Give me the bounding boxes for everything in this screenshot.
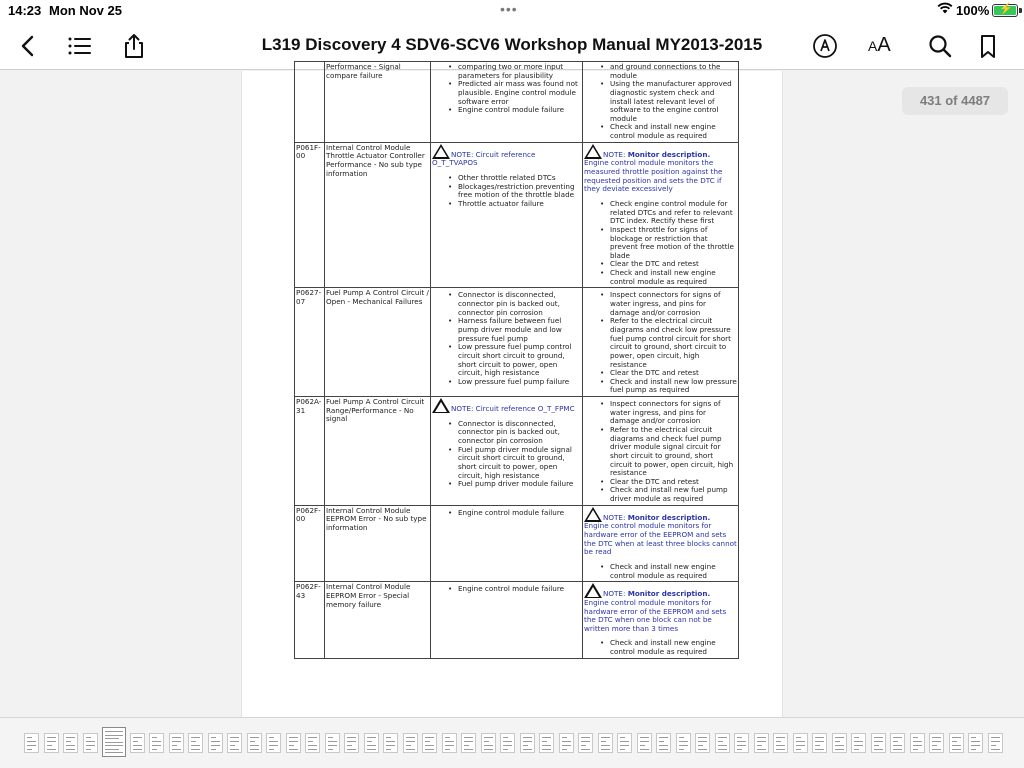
page-thumbnail[interactable] — [598, 733, 613, 753]
list-item: • Blockages/restriction preventing free motion of the throttle blade — [448, 183, 581, 200]
page-thumbnail[interactable] — [169, 733, 184, 753]
page-thumbnail[interactable] — [539, 733, 554, 753]
page-thumbnail[interactable] — [227, 733, 242, 753]
page-thumbnail[interactable] — [461, 733, 476, 753]
note-text: NOTE: Circuit reference O_T_FPMC — [451, 404, 575, 414]
list-item: • Connector is disconnected, connector pin is backed out, connector pin corrosion — [448, 291, 581, 317]
text-size-button[interactable] — [868, 34, 891, 57]
markup-pen-icon[interactable] — [811, 32, 839, 60]
page-thumbnail[interactable] — [656, 733, 671, 753]
page-thumbnail[interactable] — [266, 733, 281, 753]
text-size-small-label: A — [868, 38, 878, 54]
warning-triangle-icon — [432, 398, 450, 413]
page-thumbnail[interactable] — [325, 733, 340, 753]
note-label: NOTE: — [603, 149, 628, 159]
list-item: • Engine control module failure — [448, 509, 581, 518]
list-item: • Fuel pump driver module failure — [448, 480, 581, 489]
multitasking-dots[interactable]: ••• — [500, 1, 518, 17]
document-page[interactable] — [241, 62, 783, 717]
list-item: • Check engine control module for related DTCs and refer to relevant DTC index. Rectify these first — [600, 200, 737, 226]
page-thumbnail[interactable] — [578, 733, 593, 753]
page-thumbnail[interactable] — [676, 733, 691, 753]
list-item: • Fuel pump driver module signal circuit short circuit to ground, short circuit to power, open circuit, high resistance — [448, 446, 581, 481]
dtc-description-cell: Performance - Signal compare failure — [325, 62, 431, 143]
page-thumbnail[interactable] — [305, 733, 320, 753]
page-thumbnail[interactable] — [83, 733, 98, 753]
dtc-description-cell: Internal Control Module Throttle Actuator Controller Performance - No sub type information — [325, 142, 431, 288]
dtc-description-cell: Internal Control Module EEPROM Error - No sub type information — [325, 505, 431, 581]
page-thumbnail[interactable] — [24, 733, 39, 753]
page-thumbnail[interactable] — [832, 733, 847, 753]
charging-bolt-icon: ⚡ — [999, 3, 1013, 15]
page-thumbnail[interactable] — [851, 733, 866, 753]
dtc-code-cell — [295, 62, 325, 143]
dtc-code-cell: P062F-43 — [295, 582, 325, 658]
page-counter: 431 of 4487 — [902, 87, 1008, 115]
page-thumbnail[interactable] — [637, 733, 652, 753]
dtc-causes-cell — [431, 142, 583, 288]
monitor-description-note — [584, 144, 737, 194]
warning-triangle-icon — [432, 144, 450, 159]
list-item: • Engine control module failure — [448, 585, 581, 594]
page-thumbnail[interactable] — [715, 733, 730, 753]
page-thumbnail[interactable] — [695, 733, 710, 753]
list-item: • Refer to the electrical circuit diagrams and check fuel pump driver module signal circuit for short circuit to ground, short circuit to power, open circuit, high resistance — [600, 426, 737, 478]
dtc-description-cell: Fuel Pump A Control Circuit / Open - Mechanical Failures — [325, 288, 431, 397]
dtc-description-cell: Fuel Pump A Control Circuit Range/Performance - No signal — [325, 397, 431, 506]
page-thumbnail[interactable] — [188, 733, 203, 753]
dtc-causes-cell — [431, 62, 583, 143]
current-page-thumbnail[interactable] — [102, 727, 126, 757]
dtc-code-cell: P062A-31 — [295, 397, 325, 506]
list-item: • Clear the DTC and retest — [600, 478, 737, 487]
battery-nub — [1019, 8, 1022, 13]
page-thumbnail[interactable] — [871, 733, 886, 753]
list-item: • Throttle actuator failure — [448, 200, 581, 209]
note-text: NOTE: Circuit reference O_T_TVAPOS — [432, 149, 536, 168]
dtc-code-cell: P0627-07 — [295, 288, 325, 397]
page-thumbnail[interactable] — [130, 733, 145, 753]
page-thumbnail[interactable] — [286, 733, 301, 753]
list-item: • Inspect connectors for signs of water ingress, and pins for damage and/or corrosion — [600, 400, 737, 426]
monitor-description-note — [584, 507, 737, 557]
page-thumbnail[interactable] — [754, 733, 769, 753]
table-row — [295, 505, 739, 581]
page-thumbnail[interactable] — [734, 733, 749, 753]
warning-triangle-icon — [584, 507, 602, 522]
table-row — [295, 582, 739, 658]
page-thumbnail[interactable] — [442, 733, 457, 753]
page-thumbnail[interactable] — [890, 733, 905, 753]
list-item: • Clear the DTC and retest — [600, 369, 737, 378]
page-thumbnail[interactable] — [149, 733, 164, 753]
page-thumbnail[interactable] — [247, 733, 262, 753]
circuit-reference-note — [432, 398, 581, 414]
dtc-table — [294, 61, 739, 659]
dtc-causes-cell — [431, 582, 583, 658]
page-thumbnail[interactable] — [949, 733, 964, 753]
note-label: NOTE: — [603, 512, 628, 522]
list-item: • Check and install new engine control module as required — [600, 269, 737, 286]
bookmark-icon[interactable] — [974, 32, 1002, 60]
dtc-causes-cell — [431, 397, 583, 506]
note-title: Monitor description. — [627, 512, 711, 522]
circuit-reference-note — [432, 144, 581, 168]
table-row — [295, 142, 739, 288]
page-thumbnail[interactable] — [617, 733, 632, 753]
dtc-actions-cell — [583, 142, 739, 288]
table-row — [295, 288, 739, 397]
list-item: • Predicted air mass was found not plausible. Engine control module software error — [448, 80, 581, 106]
list-icon[interactable] — [66, 32, 94, 60]
note-text: Engine control module monitors for hardware error of the EEPROM and sets the DTC when at least three blocks cannot be read — [584, 521, 737, 557]
list-item: • comparing two or more input parameters for plausibility — [448, 63, 581, 80]
page-thumbnail[interactable] — [793, 733, 808, 753]
note-title: Monitor description. — [627, 589, 711, 599]
dtc-actions-cell — [583, 288, 739, 397]
list-item: • Clear the DTC and retest — [600, 260, 737, 269]
dtc-causes-cell — [431, 288, 583, 397]
page-thumbnail[interactable] — [44, 733, 59, 753]
list-item: • Using the manufacturer approved diagnostic system check and install latest relevant level of software to the engine control module — [600, 80, 737, 123]
dtc-actions-cell — [583, 582, 739, 658]
page-thumbnail[interactable] — [344, 733, 359, 753]
page-thumbnail[interactable] — [403, 733, 418, 753]
list-item: • Inspect throttle for signs of blockage or restriction that prevent free motion of the throttle blade — [600, 226, 737, 261]
page-thumbnail[interactable] — [500, 733, 515, 753]
list-item: • Check and install new engine control module as required — [600, 123, 737, 140]
dtc-actions-cell — [583, 397, 739, 506]
page-thumbnail[interactable] — [773, 733, 788, 753]
page-thumbnail[interactable] — [988, 733, 1003, 753]
page-thumbnail[interactable] — [481, 733, 496, 753]
list-item: • Check and install new engine control module as required — [600, 563, 737, 580]
list-item: • and ground connections to the module — [600, 63, 737, 80]
list-item: • Refer to the electrical circuit diagrams and check low pressure fuel pump control circuit for short circuit to ground, short circuit to power, open circuit, high resistance — [600, 317, 737, 369]
dtc-code-cell: P061F-00 — [295, 142, 325, 288]
page-thumbnail[interactable] — [929, 733, 944, 753]
page-thumbnail[interactable] — [383, 733, 398, 753]
page-thumbnail[interactable] — [208, 733, 223, 753]
search-icon[interactable] — [926, 32, 954, 60]
note-text: Engine control module monitors for hardware error of the EEPROM and sets the DTC when one block can not be written more than 3 times — [584, 597, 727, 633]
battery-percent: 100% — [956, 3, 990, 18]
dtc-causes-cell — [431, 505, 583, 581]
list-item: • Engine control module failure — [448, 106, 581, 115]
table-row — [295, 62, 739, 143]
page-thumbnail[interactable] — [559, 733, 574, 753]
list-item: • Check and install new engine control module as required — [600, 639, 737, 656]
wifi-icon — [937, 2, 953, 17]
page-thumbnail[interactable] — [910, 733, 925, 753]
page-thumbnail-strip[interactable] — [0, 717, 1024, 768]
note-label: NOTE: — [603, 589, 628, 599]
list-item: • Inspect connectors for signs of water ingress, and pins for damage and/or corrosion — [600, 291, 737, 317]
warning-triangle-icon — [584, 583, 602, 598]
page-thumbnail[interactable] — [422, 733, 437, 753]
page-thumbnail[interactable] — [63, 733, 78, 753]
list-item: • Harness failure between fuel pump driver module and low pressure fuel pump — [448, 317, 581, 343]
status-bar — [0, 0, 1024, 22]
list-item: • Low pressure fuel pump failure — [448, 378, 581, 387]
dtc-code-cell: P062F-00 — [295, 505, 325, 581]
list-item: • Connector is disconnected, connector pin is backed out, connector pin corrosion — [448, 420, 581, 446]
list-item: • Check and install new fuel pump driver module as required — [600, 486, 737, 503]
dtc-description-cell: Internal Control Module EEPROM Error - Special memory failure — [325, 582, 431, 658]
dtc-actions-cell — [583, 62, 739, 143]
page-thumbnail[interactable] — [968, 733, 983, 753]
page-thumbnail[interactable] — [520, 733, 535, 753]
status-time: 14:23 — [8, 3, 42, 18]
list-item: • Low pressure fuel pump control circuit short circuit to ground, short circuit to power, open circuit, high resistance — [448, 343, 581, 378]
list-item: • Other throttle related DTCs — [448, 174, 581, 183]
battery-icon — [992, 4, 1018, 17]
back-chevron-icon[interactable] — [14, 32, 42, 60]
document-title: L319 Discovery 4 SDV6-SCV6 Workshop Manual MY2013-2015 — [261, 35, 763, 54]
page-thumbnail[interactable] — [812, 733, 827, 753]
table-row — [295, 397, 739, 506]
warning-triangle-icon — [584, 144, 602, 159]
dtc-actions-cell — [583, 505, 739, 581]
list-item: • Check and install new low pressure fuel pump as required — [600, 378, 737, 395]
dtc-table-container — [294, 61, 738, 659]
monitor-description-note — [584, 583, 737, 633]
page-thumbnail[interactable] — [364, 733, 379, 753]
text-size-large-label: A — [877, 34, 891, 56]
note-text: Engine control module monitors the measured throttle position against the requested position and sets the DTC if they deviate excessively — [584, 158, 723, 194]
note-title: Monitor description. — [627, 149, 711, 159]
share-icon[interactable] — [120, 32, 148, 60]
status-date: Mon Nov 25 — [49, 3, 122, 18]
